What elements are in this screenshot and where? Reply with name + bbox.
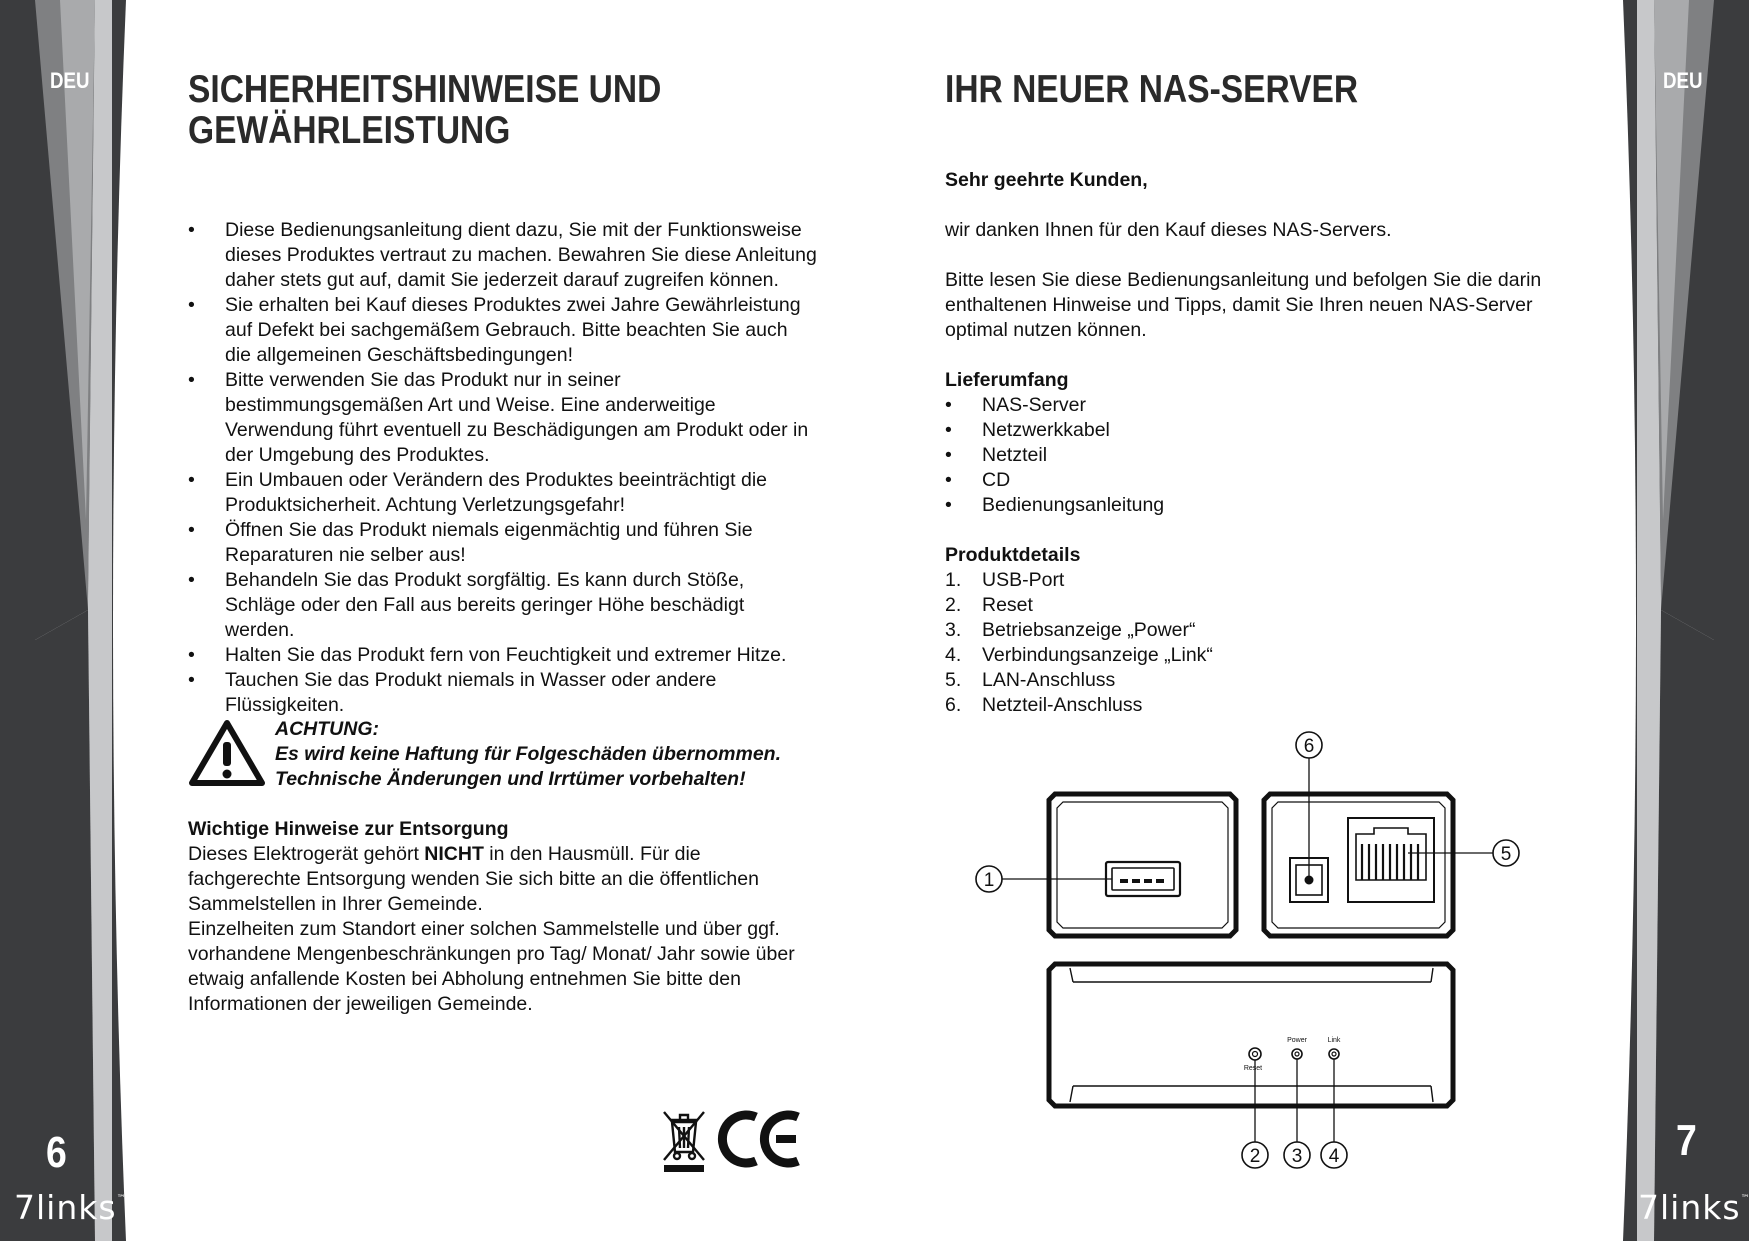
brand-logo-left	[14, 1188, 127, 1227]
right-page-title: IHR NEUER NAS-SERVER	[945, 68, 1359, 111]
safety-list-column	[188, 218, 818, 718]
spacer	[945, 243, 1565, 268]
lan-port-icon	[1362, 844, 1418, 880]
brand-trademark: ™	[1740, 1194, 1751, 1204]
intro-column	[945, 168, 1565, 718]
disposal-text-part: in den Hausmüll. Für die fachgerechte Entsorgung wenden Sie sich bitte an die öffentlichen Sammelstellen in Ihrer Gemeinde.	[188, 843, 759, 915]
item-number: 3.	[945, 619, 962, 641]
language-tag-right: DEU	[1663, 68, 1703, 93]
reset-button-label: Reset	[1243, 1065, 1263, 1072]
list-item: • Sie erhalten bei Kauf dieses Produktes zwei Jahre Gewährleistung auf Defekt bei sachgemäßem Gebrauch. Bitte beachten Sie auch die allgemeinen Geschäftsbedingungen!	[188, 293, 818, 368]
callout-leader-lines	[989, 744, 1493, 1142]
list-item	[945, 593, 1565, 618]
list-item: • Diese Bedienungsanleitung dient dazu, Sie mit der Funktionsweise dieses Produktes vertraut zu machen. Bewahren Sie diese Anleitung daher stets gut auf, damit Sie jederzeit darauf zugreifen können.	[188, 218, 818, 293]
scope-heading: Lieferumfang	[945, 369, 1069, 391]
list-item: • Ein Umbauen oder Verändern des Produktes beeinträchtigt die Produktsicherheit. Achtung Verletzungsgefahr!	[188, 468, 818, 518]
item-number: 2.	[945, 594, 962, 616]
page-number-left: 6	[46, 1128, 67, 1177]
item-label: Netzteil-Anschluss	[982, 694, 1143, 716]
item-number: 6.	[945, 694, 962, 716]
front-panel	[1049, 964, 1453, 1106]
spacer	[945, 193, 1565, 218]
item-label: Reset	[982, 594, 1033, 616]
disposal-text-part: Dieses Elektrogerät gehört	[188, 843, 425, 865]
left-page-title	[188, 69, 661, 151]
intro-paragraph-2: Bitte lesen Sie diese Bedienungsanleitung und befolgen Sie die darin enthaltenen Hinweise und Tipps, damit Sie Ihren neuen NAS-Server optimal nutzen können.	[945, 269, 1542, 341]
list-item	[945, 643, 1565, 668]
disposal-emphasis: NICHT	[424, 843, 484, 865]
item-number: 1.	[945, 569, 962, 591]
callout-3	[1284, 1142, 1310, 1168]
list-item	[945, 693, 1565, 718]
brand-name: 7links	[14, 1188, 117, 1227]
item-label: Verbindungsanzeige „Link“	[982, 644, 1213, 666]
usb-panel	[1049, 794, 1236, 936]
spacer	[945, 518, 1565, 543]
callout-number: 1	[983, 870, 995, 891]
disposal-paragraph-2: Einzelheiten zum Standort einer solchen Sammelstelle und über ggf. vorhandene Mengenbeschränkungen pro Tag/ Monat/ Jahr sowie über etwaig anfallende Kosten bei Abholung entnehmen Sie bitte den Informationen der jeweiligen Gemeinde.	[188, 918, 795, 1015]
list-item: • NAS-Server	[945, 393, 1565, 418]
callout-number: 5	[1500, 844, 1512, 865]
list-item: • Behandeln Sie das Produkt sorgfältig. Es kann durch Stöße, Schläge oder den Fall aus bereits geringer Höhe beschädigt werden.	[188, 568, 818, 643]
intro-paragraph: wir danken Ihnen für den Kauf dieses NAS-Servers.	[945, 219, 1392, 241]
weee-bin-icon	[660, 1108, 708, 1172]
callout-number: 6	[1303, 736, 1315, 757]
warning-line-2: Technische Änderungen und Irrtümer vorbehalten!	[275, 768, 746, 790]
disposal-heading: Wichtige Hinweise zur Entsorgung	[188, 818, 509, 840]
list-item: • Bedienungsanleitung	[945, 493, 1565, 518]
disposal-section	[188, 817, 818, 1017]
spacer	[945, 343, 1565, 368]
usb-port-icon	[1120, 879, 1164, 883]
brand-logo-right	[1638, 1188, 1751, 1227]
warning-triangle-icon	[188, 718, 266, 788]
lan-power-panel	[1264, 794, 1453, 936]
list-item: • CD	[945, 468, 1565, 493]
list-item	[945, 568, 1565, 593]
item-label: USB-Port	[982, 569, 1065, 591]
item-label: LAN-Anschluss	[982, 669, 1116, 691]
ce-mark-icon	[718, 1108, 804, 1170]
title-line-1: SICHERHEITSHINWEISE UND	[188, 68, 662, 111]
safety-bullet-list	[188, 218, 818, 718]
item-label: Betriebsanzeige „Power“	[982, 619, 1196, 641]
disposal-paragraph-1	[188, 842, 818, 917]
list-item: • Bitte verwenden Sie das Produkt nur in seiner bestimmungsgemäßen Art und Weise. Eine anderweitige Verwendung führt eventuell zu Beschädigungen am Produkt oder in der Umgebung des Produktes.	[188, 368, 818, 468]
scope-list	[945, 393, 1565, 518]
nas-device-diagram	[960, 720, 1520, 1180]
details-heading: Produktdetails	[945, 544, 1081, 566]
title-line-2: GEWÄHRLEISTUNG	[188, 109, 511, 152]
callout-number: 2	[1249, 1146, 1261, 1167]
item-number: 4.	[945, 644, 962, 666]
brand-trademark: ™	[116, 1194, 127, 1204]
power-led-label: Power	[1287, 1037, 1307, 1044]
list-item: • Halten Sie das Produkt fern von Feuchtigkeit und extremer Hitze.	[188, 643, 818, 668]
callout-number: 4	[1328, 1146, 1340, 1167]
list-item: • Netzwerkkabel	[945, 418, 1565, 443]
callout-number: 3	[1291, 1146, 1303, 1167]
language-tag-left: DEU	[50, 68, 90, 93]
callout-6	[1296, 732, 1322, 758]
page-number-right: 7	[1676, 1116, 1697, 1165]
list-item: • Tauchen Sie das Produkt niemals in Wasser oder andere Flüssigkeiten.	[188, 668, 818, 718]
warning-line-1: Es wird keine Haftung für Folgeschäden übernommen.	[275, 743, 781, 765]
item-number: 5.	[945, 669, 962, 691]
brand-name: 7links	[1638, 1188, 1741, 1227]
power-jack-icon	[1305, 876, 1313, 884]
callout-4	[1321, 1142, 1347, 1168]
list-item	[945, 668, 1565, 693]
list-item	[945, 618, 1565, 643]
callout-2	[1242, 1142, 1268, 1168]
list-item: • Öffnen Sie das Produkt niemals eigenmächtig und führen Sie Reparaturen nie selber aus!	[188, 518, 818, 568]
warning-title: ACHTUNG:	[275, 718, 379, 740]
callout-5	[1493, 840, 1519, 866]
callout-1	[976, 866, 1002, 892]
link-led-label: Link	[1327, 1037, 1341, 1044]
list-item: • Netzteil	[945, 443, 1565, 468]
warning-block	[275, 717, 835, 792]
details-list	[945, 568, 1565, 718]
greeting: Sehr geehrte Kunden,	[945, 169, 1148, 191]
